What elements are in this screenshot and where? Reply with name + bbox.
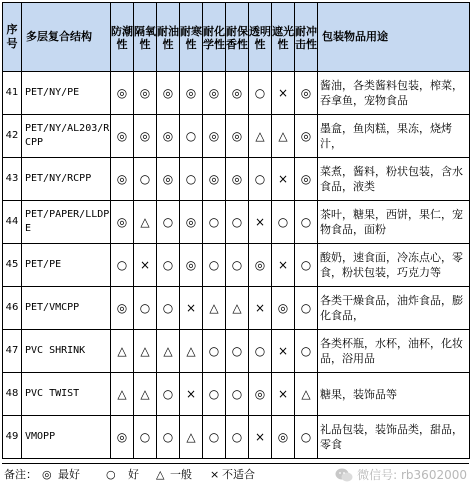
row-usage: 糖果，装饰品等 xyxy=(318,373,470,416)
rating-cell: ◎ xyxy=(134,115,157,158)
wechat-watermark xyxy=(335,466,467,483)
rating-cell: ○ xyxy=(249,330,272,373)
row-num: 44 xyxy=(3,201,22,244)
header-property: 防潮性 xyxy=(111,3,134,72)
legend-text-unsuitable: 不适合 xyxy=(222,468,255,481)
table-row xyxy=(3,72,470,115)
rating-cell: △ xyxy=(134,373,157,416)
table-header-row xyxy=(3,3,470,72)
rating-cell: ◎ xyxy=(295,115,318,158)
legend-text-good: 好 xyxy=(128,468,139,481)
rating-cell: △ xyxy=(134,330,157,373)
rating-cell: ○ xyxy=(295,287,318,330)
row-structure: PET/PAPER/LLDPE xyxy=(22,201,111,244)
table-row xyxy=(3,287,470,330)
rating-cell: ◎ xyxy=(226,158,249,201)
rating-cell: × xyxy=(272,158,295,201)
rating-cell: ◎ xyxy=(111,416,134,459)
rating-cell: ○ xyxy=(180,115,203,158)
rating-cell: × xyxy=(272,373,295,416)
row-usage: 酸奶，速食面，冷冻点心，零食，粉状包装，巧克力等 xyxy=(318,244,470,287)
header-property: 遮光性 xyxy=(272,3,295,72)
table-row xyxy=(3,416,470,459)
rating-cell: × xyxy=(272,244,295,287)
rating-cell: ◎ xyxy=(180,72,203,115)
rating-cell: ○ xyxy=(203,201,226,244)
rating-cell: × xyxy=(249,287,272,330)
rating-cell: △ xyxy=(272,115,295,158)
row-num: 41 xyxy=(3,72,22,115)
rating-cell: ○ xyxy=(157,201,180,244)
rating-cell: △ xyxy=(249,115,272,158)
row-usage: 茶叶，糖果，西饼，果仁，宠物食品，面粉 xyxy=(318,201,470,244)
rating-cell: ◎ xyxy=(295,72,318,115)
row-num: 47 xyxy=(3,330,22,373)
rating-cell: ◎ xyxy=(203,72,226,115)
rating-cell: ○ xyxy=(226,416,249,459)
rating-cell: ◎ xyxy=(180,244,203,287)
table-row xyxy=(3,158,470,201)
row-usage: 各类杯瓶，水杯，油杯，化妆品，浴用品 xyxy=(318,330,470,373)
table-row xyxy=(3,201,470,244)
rating-cell: ◎ xyxy=(111,72,134,115)
rating-cell: ○ xyxy=(134,416,157,459)
row-num: 49 xyxy=(3,416,22,459)
header-property: 耐保香性 xyxy=(226,3,249,72)
rating-cell: ◎ xyxy=(272,416,295,459)
legend-symbol-average: △ xyxy=(156,468,165,481)
rating-cell: ◎ xyxy=(272,287,295,330)
rating-cell: ◎ xyxy=(134,72,157,115)
header-structure: 多层复合结构 xyxy=(22,3,111,72)
rating-cell: ◎ xyxy=(111,201,134,244)
rating-cell: △ xyxy=(157,330,180,373)
row-usage: 菜煮，酱料，粉状包装，含水食品，液类 xyxy=(318,158,470,201)
rating-cell: ○ xyxy=(226,330,249,373)
rating-cell: ○ xyxy=(249,72,272,115)
header-property: 耐油性 xyxy=(157,3,180,72)
rating-cell: × xyxy=(134,244,157,287)
row-structure: PVC SHRINK xyxy=(22,330,111,373)
rating-cell: ○ xyxy=(111,244,134,287)
rating-cell: △ xyxy=(111,330,134,373)
rating-cell: ◎ xyxy=(249,244,272,287)
table-row xyxy=(3,330,470,373)
row-usage: 酱油，各类酱料包装，榨菜，吞拿鱼，宠物食品 xyxy=(318,72,470,115)
rating-cell: ○ xyxy=(203,244,226,287)
header-property: 隔氧性 xyxy=(134,3,157,72)
rating-cell: ○ xyxy=(180,158,203,201)
rating-cell: ○ xyxy=(226,244,249,287)
rating-cell: ◎ xyxy=(157,115,180,158)
rating-cell: × xyxy=(180,287,203,330)
rating-cell: ○ xyxy=(157,244,180,287)
rating-cell: ◎ xyxy=(157,158,180,201)
rating-cell: ○ xyxy=(134,287,157,330)
rating-cell: × xyxy=(272,330,295,373)
row-structure: VMOPP xyxy=(22,416,111,459)
rating-cell: △ xyxy=(226,287,249,330)
rating-cell: △ xyxy=(203,287,226,330)
table-row xyxy=(3,244,470,287)
row-num: 46 xyxy=(3,287,22,330)
header-property: 耐化学性 xyxy=(203,3,226,72)
row-structure: PET/VMCPP xyxy=(22,287,111,330)
rating-cell: ○ xyxy=(226,201,249,244)
watermark-text: 微信号: rb3602000 xyxy=(357,468,467,482)
rating-cell: ○ xyxy=(295,244,318,287)
rating-cell: ◎ xyxy=(157,72,180,115)
rating-cell: ◎ xyxy=(249,373,272,416)
rating-cell: × xyxy=(272,72,295,115)
composite-structure-table xyxy=(2,2,470,459)
rating-cell: ○ xyxy=(157,373,180,416)
rating-cell: ○ xyxy=(249,158,272,201)
rating-cell: ◎ xyxy=(111,158,134,201)
rating-cell: ◎ xyxy=(226,72,249,115)
legend-symbol-unsuitable: × xyxy=(210,468,220,481)
row-structure: PET/NY/PE xyxy=(22,72,111,115)
rating-cell: ◎ xyxy=(111,287,134,330)
wechat-icon xyxy=(335,467,353,483)
rating-cell: ○ xyxy=(203,373,226,416)
header-property: 耐寒性 xyxy=(180,3,203,72)
header-property: 耐冲击性 xyxy=(295,3,318,72)
rating-cell: △ xyxy=(111,373,134,416)
rating-cell: ○ xyxy=(295,330,318,373)
header-property: 透明性 xyxy=(249,3,272,72)
rating-cell: ◎ xyxy=(203,158,226,201)
rating-cell: × xyxy=(249,201,272,244)
table-row xyxy=(3,115,470,158)
row-usage: 各类干燥食品，油炸食品，膨化食品， xyxy=(318,287,470,330)
row-structure: PET/NY/AL203/RCPP xyxy=(22,115,111,158)
row-num: 48 xyxy=(3,373,22,416)
rating-cell: ◎ xyxy=(111,115,134,158)
rating-cell: ◎ xyxy=(226,115,249,158)
rating-cell: △ xyxy=(180,416,203,459)
legend-symbol-best: ◎ xyxy=(42,468,52,481)
header-num: 序号 xyxy=(3,3,22,72)
rating-cell: ○ xyxy=(226,373,249,416)
rating-cell: ◎ xyxy=(295,158,318,201)
rating-cell: ○ xyxy=(295,416,318,459)
row-structure: PET/PE xyxy=(22,244,111,287)
composite-structure-table-sheet xyxy=(2,2,469,459)
rating-cell: ○ xyxy=(157,416,180,459)
rating-cell: ○ xyxy=(157,287,180,330)
rating-cell: △ xyxy=(180,330,203,373)
legend-label: 备注： xyxy=(4,468,37,481)
row-usage: 墨盒，鱼肉糕，果冻，烧烤汁， xyxy=(318,115,470,158)
rating-cell: ○ xyxy=(134,158,157,201)
legend-text-best: 最好 xyxy=(58,468,80,481)
legend-text-average: 一般 xyxy=(170,468,192,481)
rating-cell: × xyxy=(249,416,272,459)
rating-cell: ○ xyxy=(295,201,318,244)
rating-cell: × xyxy=(180,373,203,416)
rating-cell: ◎ xyxy=(180,201,203,244)
table-body xyxy=(3,3,470,459)
table-row xyxy=(3,373,470,416)
row-num: 42 xyxy=(3,115,22,158)
rating-cell: ○ xyxy=(203,416,226,459)
row-num: 45 xyxy=(3,244,22,287)
row-structure: PVC TWIST xyxy=(22,373,111,416)
row-structure: PET/NY/RCPP xyxy=(22,158,111,201)
rating-cell: ◎ xyxy=(203,115,226,158)
rating-cell: ○ xyxy=(272,201,295,244)
row-num: 43 xyxy=(3,158,22,201)
header-usage: 包装物品用途 xyxy=(318,3,470,72)
rating-cell: ○ xyxy=(203,330,226,373)
rating-cell: △ xyxy=(134,201,157,244)
row-usage: 礼品包装，装饰品类，甜品，零食 xyxy=(318,416,470,459)
legend-symbol-good: ○ xyxy=(106,468,116,481)
rating-cell: △ xyxy=(295,373,318,416)
